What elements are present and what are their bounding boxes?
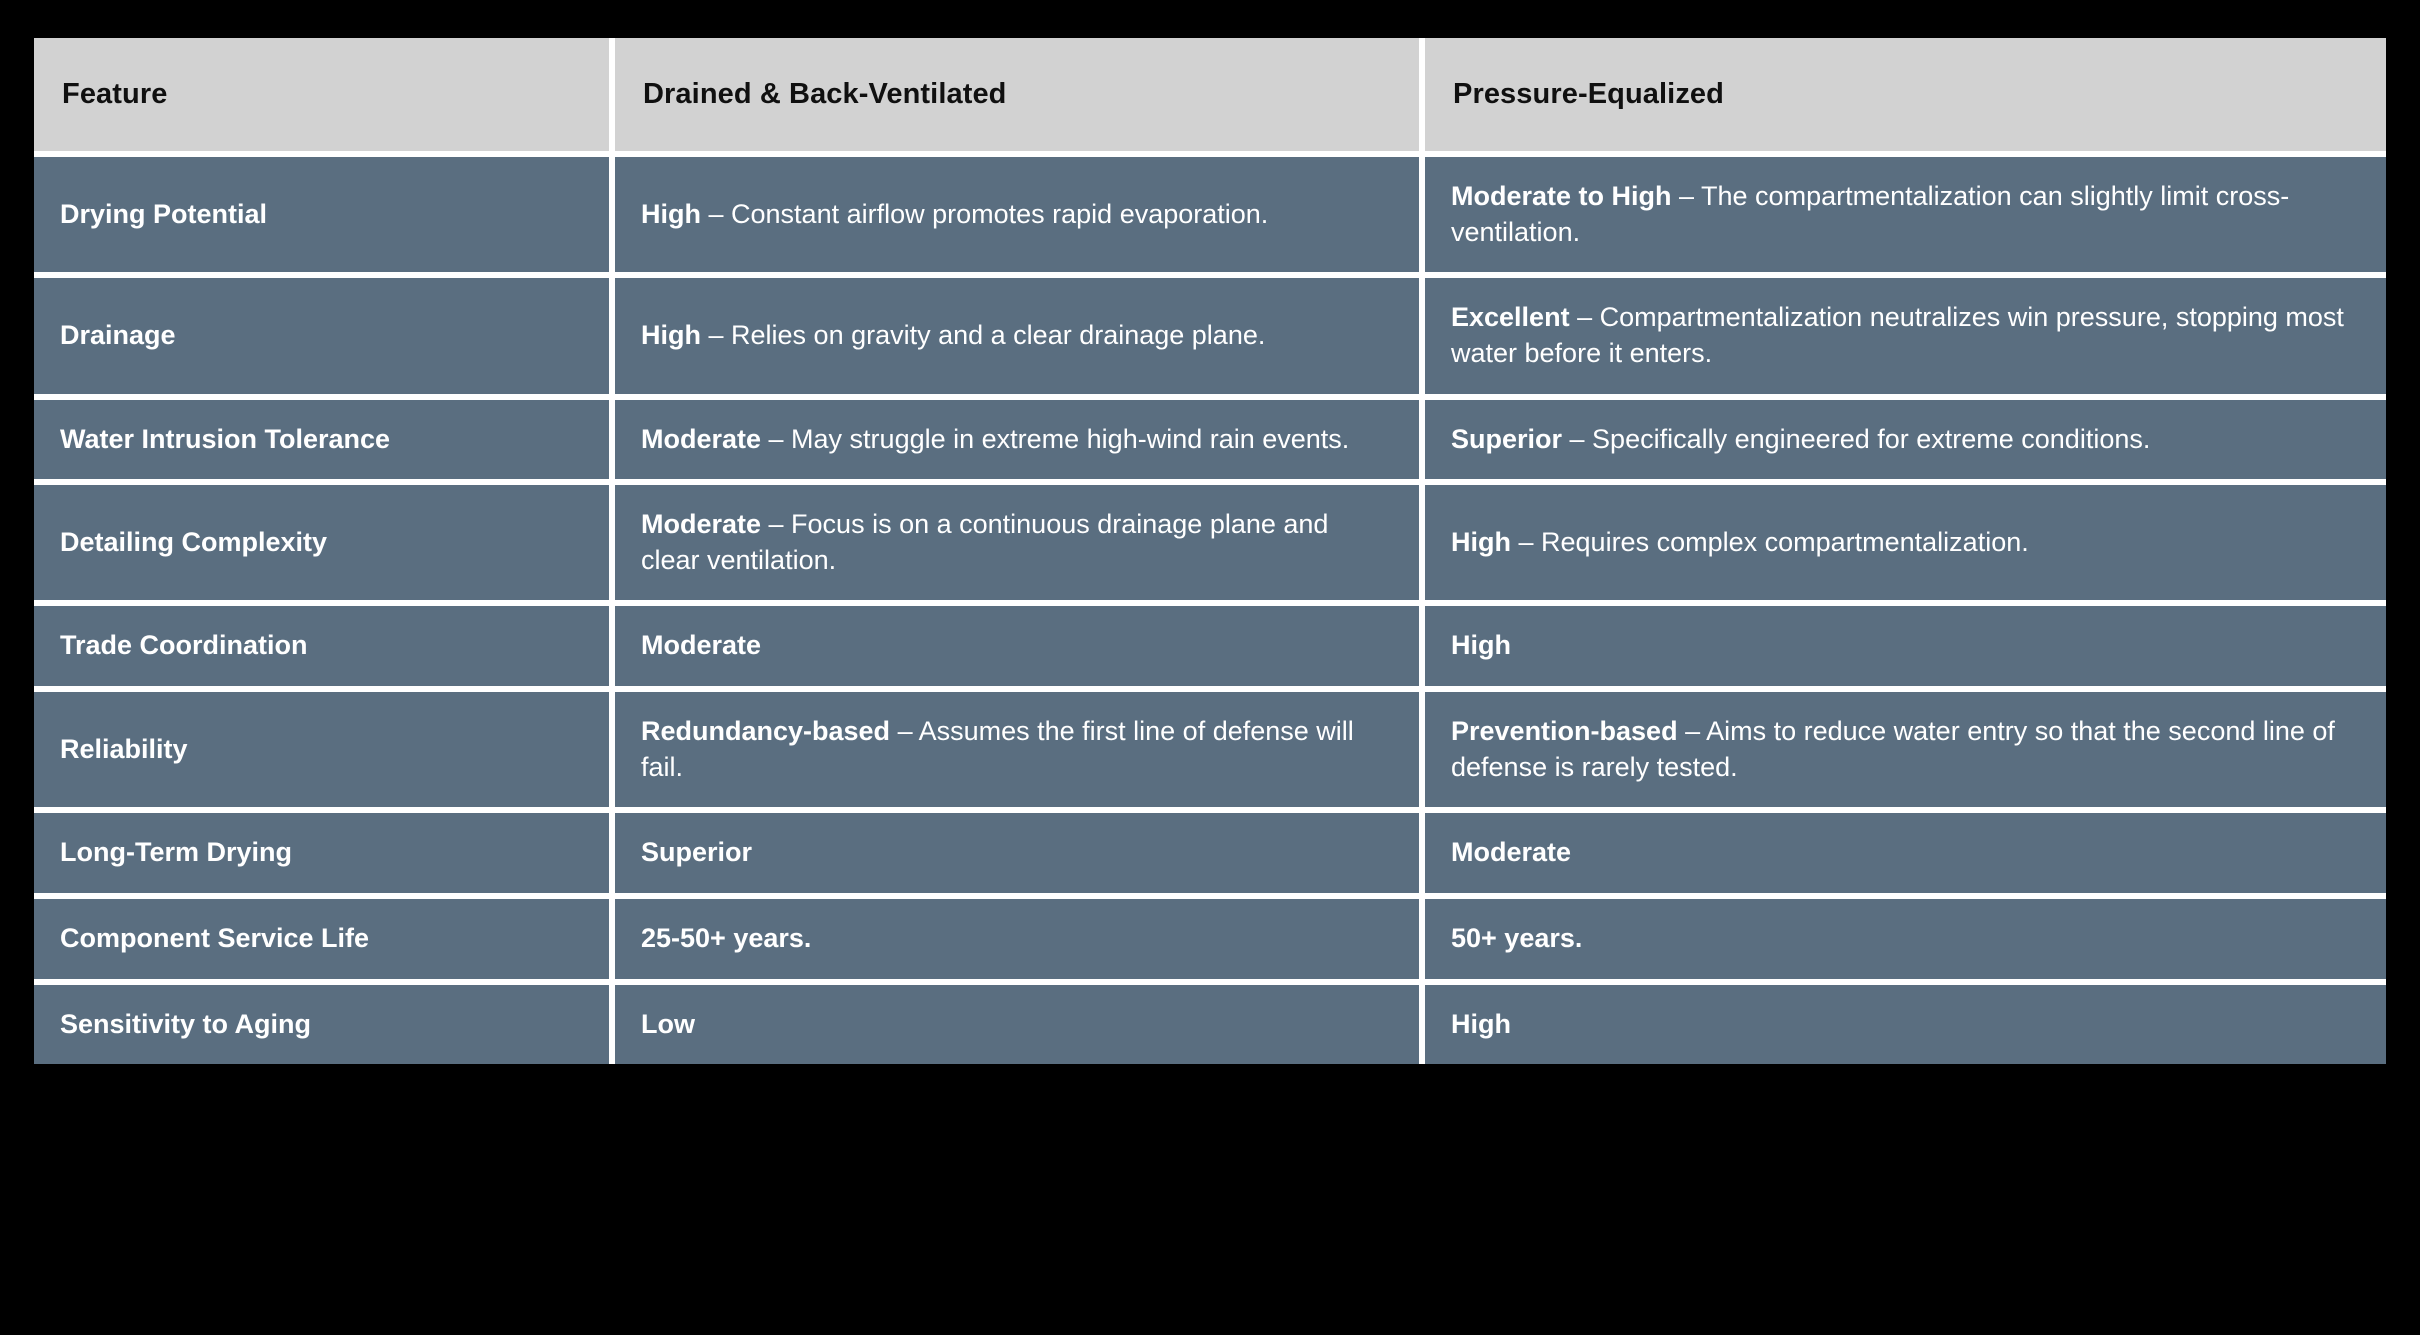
row-feature-label: Water Intrusion Tolerance — [34, 397, 612, 483]
column-header-drained-back-ventilated: Drained & Back-Ventilated — [612, 38, 1422, 154]
row-feature-label: Component Service Life — [34, 896, 612, 982]
row-feature-label: Sensitivity to Aging — [34, 982, 612, 1065]
cell-pe-text: – Aims to reduce water entry so that the second line of defense is rarely tested. — [1451, 716, 2335, 782]
comparison-table-container — [34, 38, 2386, 1064]
row-feature-label: Long-Term Drying — [34, 810, 612, 896]
table-row — [34, 689, 2386, 810]
cell-dbv — [612, 482, 1422, 603]
cell-pe-text: – Specifically engineered for extreme conditions. — [1562, 423, 2151, 454]
table-row — [34, 154, 2386, 275]
cell-pe-lead: High — [1451, 1008, 1511, 1039]
cell-pe-text: – Requires complex compartmentalization. — [1511, 526, 2029, 557]
cell-dbv-text: – Assumes the first line of defense will fail. — [641, 716, 1354, 782]
column-header-pressure-equalized: Pressure-Equalized — [1422, 38, 2386, 154]
cell-dbv-lead: Low — [641, 1008, 695, 1039]
cell-pe — [1422, 810, 2386, 896]
cell-pe-lead: 50+ years. — [1451, 922, 1583, 953]
cell-dbv — [612, 397, 1422, 483]
table-row — [34, 896, 2386, 982]
cell-pe — [1422, 275, 2386, 396]
cell-dbv-text: – Relies on gravity and a clear drainage plane. — [701, 320, 1266, 351]
cell-pe-lead: Moderate to High — [1451, 181, 1672, 211]
row-feature-label: Reliability — [34, 689, 612, 810]
table-row — [34, 482, 2386, 603]
comparison-table — [34, 38, 2386, 1064]
cell-pe — [1422, 896, 2386, 982]
cell-pe-lead: High — [1451, 526, 1511, 557]
cell-dbv — [612, 154, 1422, 275]
table-row — [34, 275, 2386, 396]
table-row — [34, 397, 2386, 483]
row-feature-label: Drainage — [34, 275, 612, 396]
table-body — [34, 154, 2386, 1064]
table-header — [34, 38, 2386, 154]
row-feature-label: Detailing Complexity — [34, 482, 612, 603]
table-header-row — [34, 38, 2386, 154]
cell-dbv-lead: High — [641, 198, 701, 229]
cell-dbv-text: – Constant airflow promotes rapid evaporation. — [701, 198, 1269, 229]
cell-dbv-lead: 25-50+ years. — [641, 922, 812, 953]
cell-pe — [1422, 482, 2386, 603]
row-feature-label: Drying Potential — [34, 154, 612, 275]
cell-pe-text: – Compartmentalization neutralizes win pressure, stopping most water before it enters. — [1451, 302, 2344, 368]
cell-dbv-lead: Superior — [641, 837, 753, 868]
cell-pe-lead: Moderate — [1451, 837, 1572, 868]
cell-dbv-lead: Redundancy-based — [641, 716, 891, 746]
cell-pe — [1422, 982, 2386, 1065]
table-row — [34, 810, 2386, 896]
cell-dbv — [612, 689, 1422, 810]
table-row — [34, 603, 2386, 689]
cell-pe — [1422, 397, 2386, 483]
cell-dbv-lead: Moderate — [641, 509, 762, 540]
cell-dbv-lead: Moderate — [641, 630, 762, 661]
cell-dbv-lead: High — [641, 320, 701, 351]
cell-dbv — [612, 810, 1422, 896]
cell-dbv — [612, 275, 1422, 396]
cell-dbv — [612, 982, 1422, 1065]
cell-dbv-text: – May struggle in extreme high-wind rain events. — [761, 423, 1350, 454]
cell-dbv — [612, 896, 1422, 982]
cell-pe — [1422, 603, 2386, 689]
cell-dbv-text: – Focus is on a continuous drainage plane and clear ventilation. — [641, 509, 1329, 575]
cell-pe-lead: High — [1451, 630, 1511, 661]
cell-dbv — [612, 603, 1422, 689]
table-row — [34, 982, 2386, 1065]
column-header-feature: Feature — [34, 38, 612, 154]
cell-pe — [1422, 689, 2386, 810]
cell-pe-lead: Superior — [1451, 423, 1563, 454]
cell-pe-text: – The compartmentalization can slightly limit cross-ventilation. — [1451, 181, 2290, 247]
row-feature-label: Trade Coordination — [34, 603, 612, 689]
cell-pe-lead: Prevention-based — [1451, 716, 1678, 746]
cell-dbv-lead: Moderate — [641, 423, 762, 454]
cell-pe — [1422, 154, 2386, 275]
cell-pe-lead: Excellent — [1451, 302, 1570, 333]
